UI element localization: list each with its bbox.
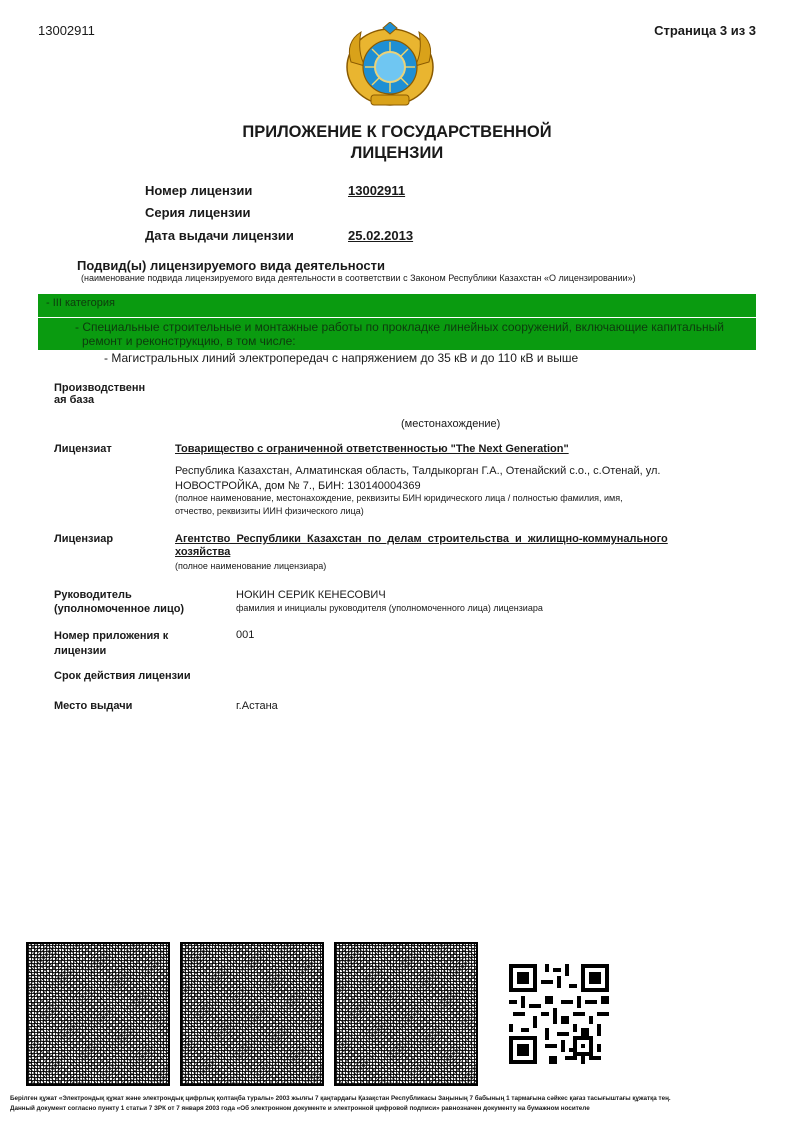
licensor-name-line-1: Агентство Республики Казахстан по делам строительства и жилищно-коммунального xyxy=(175,533,668,545)
licensor-note: (полное наименование лицензиара) xyxy=(175,561,327,571)
footer-legal-text xyxy=(10,1094,790,1114)
licensee-address-line-2: НОВОСТРОЙКА, дом № 7., БИН: 130140004369 xyxy=(175,480,421,492)
activity-category: - III категория xyxy=(46,297,116,309)
production-base-label-line-2: ая база xyxy=(54,394,95,406)
activity-heading: Подвид(ы) лицензируемого вида деятельности xyxy=(77,258,386,273)
validity-label: Срок действия лицензии xyxy=(54,670,191,682)
production-base-label xyxy=(54,382,145,406)
appendix-label-line-1: Номер приложения к xyxy=(54,630,169,642)
head-note: фамилия и инициалы руководителя (уполномоченного лица) лицензиара xyxy=(236,603,543,613)
digital-signature-qr-code-1 xyxy=(28,944,168,1084)
licensee-address-line-1: Республика Казахстан, Алматинская область, Талдыкорган Г.А., Отенайский с.о., с.Отенай, ул. xyxy=(175,465,661,477)
appendix-label-line-2: лицензии xyxy=(54,645,107,657)
production-base-label-line-1: Производственн xyxy=(54,382,146,394)
activity-note: (наименование подвида лицензируемого вида деятельности в соответствии с Законом Республики Казахстан «О лицензировании») xyxy=(81,273,636,283)
license-date-label: Дата выдачи лицензии xyxy=(145,228,294,243)
head-label-line-1: Руководитель xyxy=(54,589,132,601)
license-series-label: Серия лицензии xyxy=(145,205,251,220)
verification-qr-code xyxy=(509,964,609,1064)
activity-sub-item: - Магистральных линий электропередач с напряжением до 35 кВ и до 110 кВ и выше xyxy=(104,351,579,365)
page-indicator: Страница 3 из 3 xyxy=(654,23,756,38)
head-label xyxy=(54,588,184,616)
appendix-label xyxy=(54,629,168,659)
appendix-value: 001 xyxy=(236,629,255,641)
place-value: г.Астана xyxy=(236,700,278,712)
licensee-label: Лицензиат xyxy=(54,443,112,455)
licensor-label: Лицензиар xyxy=(54,533,114,545)
license-number-value: 13002911 xyxy=(348,183,406,198)
licensee-name: Товарищество с ограниченной ответственностью "The Next Generation" xyxy=(175,443,569,455)
licensee-note-line-1: (полное наименование, местонахождение, реквизиты БИН юридического лица / полностью фамилия, имя, xyxy=(175,493,623,503)
activity-work-line-2: ремонт и реконструкцию, в том числе: xyxy=(82,334,296,348)
category-highlight xyxy=(38,294,756,317)
footer-line-russian: Данный документ согласно пункту 1 статьи 7 ЗРК от 7 января 2003 года «Об электронном документе и электронной цифровой подписи» равнозначен документу на бумажном носителе xyxy=(10,1105,590,1112)
head-label-line-2: (уполномоченное лицо) xyxy=(54,603,185,615)
footer-line-kazakh: Берілген құжат «Электрондық құжат және электрондық цифрлық қолтаңба туралы» 2003 жылғы 7 қаңтардағы Қазақстан Республикасы Заңының 7 бабының 1 тармағына сәйкес қағаз тасығыштағы құжатқа тең. xyxy=(10,1095,671,1102)
production-location-note: (местонахождение) xyxy=(401,418,501,430)
licensor-name-line-2: хозяйства xyxy=(175,546,231,558)
place-label: Место выдачи xyxy=(54,700,133,712)
head-name: НОКИН СЕРИК КЕНЕСОВИЧ xyxy=(236,589,386,601)
document-title xyxy=(0,122,794,164)
license-date-value: 25.02.2013 xyxy=(348,228,414,243)
license-number-label: Номер лицензии xyxy=(145,183,253,198)
activity-work-line-1: - Специальные строительные и монтажные работы по прокладке линейных сооружений, включающие капитальный xyxy=(75,320,724,334)
digital-signature-qr-code-2 xyxy=(182,944,322,1084)
kazakhstan-state-emblem-icon xyxy=(343,22,437,108)
digital-signature-qr-code-3 xyxy=(336,944,476,1084)
licensee-note-line-2: отчество, реквизиты ИИН физического лица) xyxy=(175,506,364,516)
document-number: 13002911 xyxy=(38,23,95,38)
title-line-2: ЛИЦЕНЗИИ xyxy=(350,144,444,162)
title-line-1: ПРИЛОЖЕНИЕ К ГОСУДАРСТВЕННОЙ xyxy=(242,123,552,141)
